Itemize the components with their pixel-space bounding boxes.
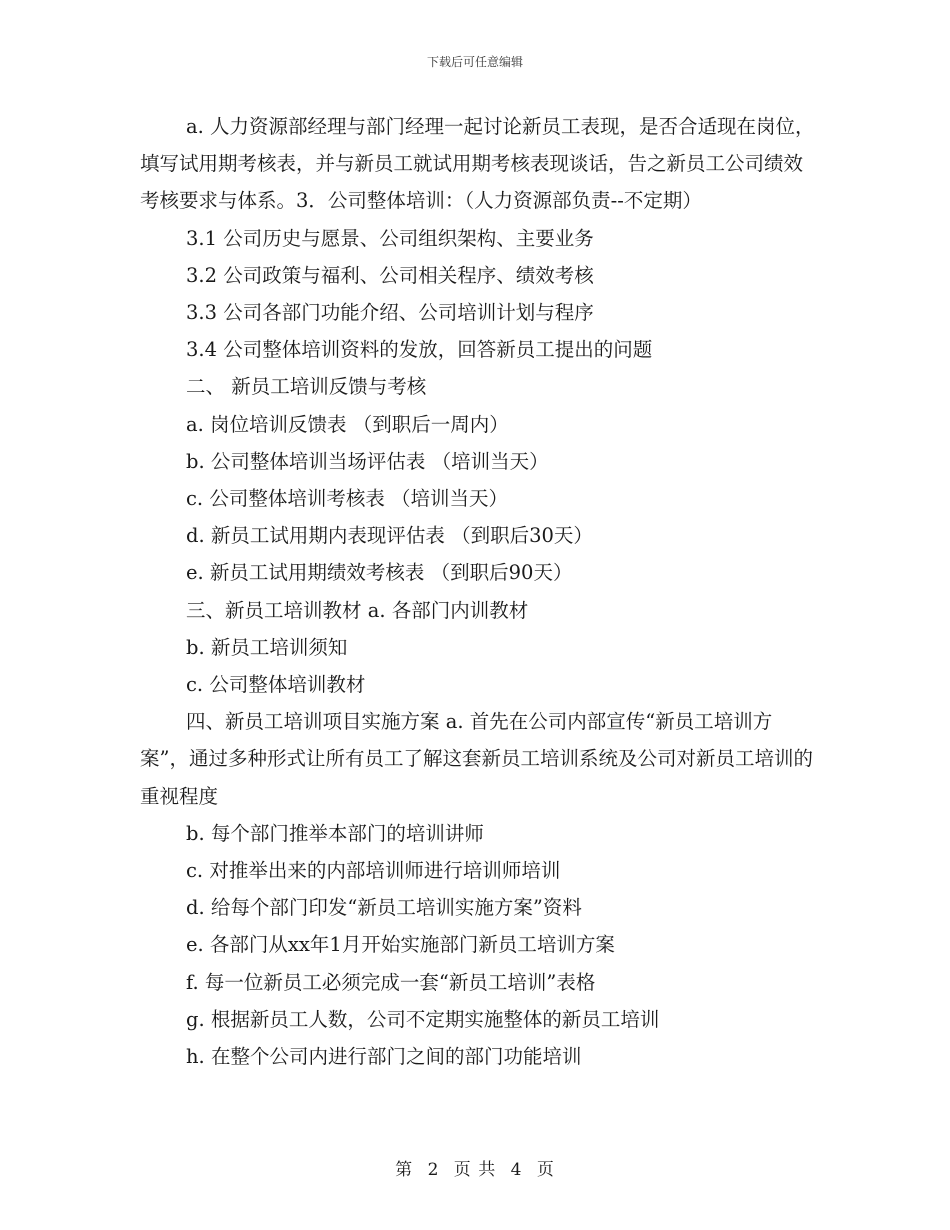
list-item-4d: d. 给每个部门印发“新员工培训实施方案”资料 (186, 896, 582, 920)
list-item-2c: c. 公司整体培训考核表 （培训当天） (186, 487, 509, 511)
page-total-number: 4 (510, 1160, 523, 1180)
page-suffix: 页 (536, 1160, 555, 1180)
list-item-4c: c. 对推举出来的内部培训师进行培训师培训 (186, 859, 561, 883)
list-item-4b: b. 每个部门推举本部门的培训讲师 (186, 821, 484, 845)
list-item-4e: e. 各部门从xx年1月开始实施部门新员工培训方案 (186, 933, 615, 957)
section-heading-4: 四、新员工培训项目实施方案 a. 首先在公司内部宣传“新员工培训方案”，通过多种形式让所有员工了解这套新员工培训系统及公司对新员工培训的重视程度 (140, 710, 813, 808)
list-item-2d: d. 新员工试用期内表现评估表 （到职后30天） (186, 524, 593, 548)
list-item-3-4: 3.4 公司整体培训资料的发放，回答新员工提出的问题 (186, 338, 653, 362)
list-item-3c: c. 公司整体培训教材 (186, 673, 366, 697)
list-item-3b: b. 新员工培训须知 (186, 635, 348, 659)
page-middle: 页 共 (453, 1160, 497, 1180)
paragraph-trial-review: a. 人力资源部经理与部门经理一起讨论新员工表现，是否合适现在岗位，填写试用期考核表，并与新员工就试用期考核表现谈话，告之新员工公司绩效考核要求与体系。3．公司整体培训：（人力资源部负责--不定期） (140, 115, 815, 213)
list-item-3-1: 3.1 公司历史与愿景、公司组织架构、主要业务 (186, 226, 594, 250)
list-item-3-3: 3.3 公司各部门功能介绍、公司培训计划与程序 (186, 301, 594, 325)
list-item-2b: b. 公司整体培训当场评估表 （培训当天） (186, 449, 549, 473)
section-heading-3: 三、新员工培训教材 a. 各部门内训教材 (186, 598, 529, 622)
document-body (140, 108, 820, 1075)
list-item-2a: a. 岗位培训反馈表 （到职后一周内） (186, 412, 509, 436)
list-item-3-2: 3.2 公司政策与福利、公司相关程序、绩效考核 (186, 263, 594, 287)
page-current-number: 2 (427, 1160, 440, 1180)
list-item-4h: h. 在整个公司内进行部门之间的部门功能培训 (186, 1045, 582, 1069)
list-item-4g: g. 根据新员工人数，公司不定期实施整体的新员工培训 (186, 1007, 660, 1031)
page-header: 下载后可任意编辑 (426, 55, 523, 69)
list-item-4f: f. 每一位新员工必须完成一套“新员工培训”表格 (186, 970, 596, 994)
list-item-2e: e. 新员工试用期绩效考核表 （到职后90天） (186, 561, 573, 585)
page-footer (0, 1155, 950, 1180)
page-prefix: 第 (395, 1160, 414, 1180)
section-heading-2: 二、 新员工培训反馈与考核 (186, 375, 427, 399)
